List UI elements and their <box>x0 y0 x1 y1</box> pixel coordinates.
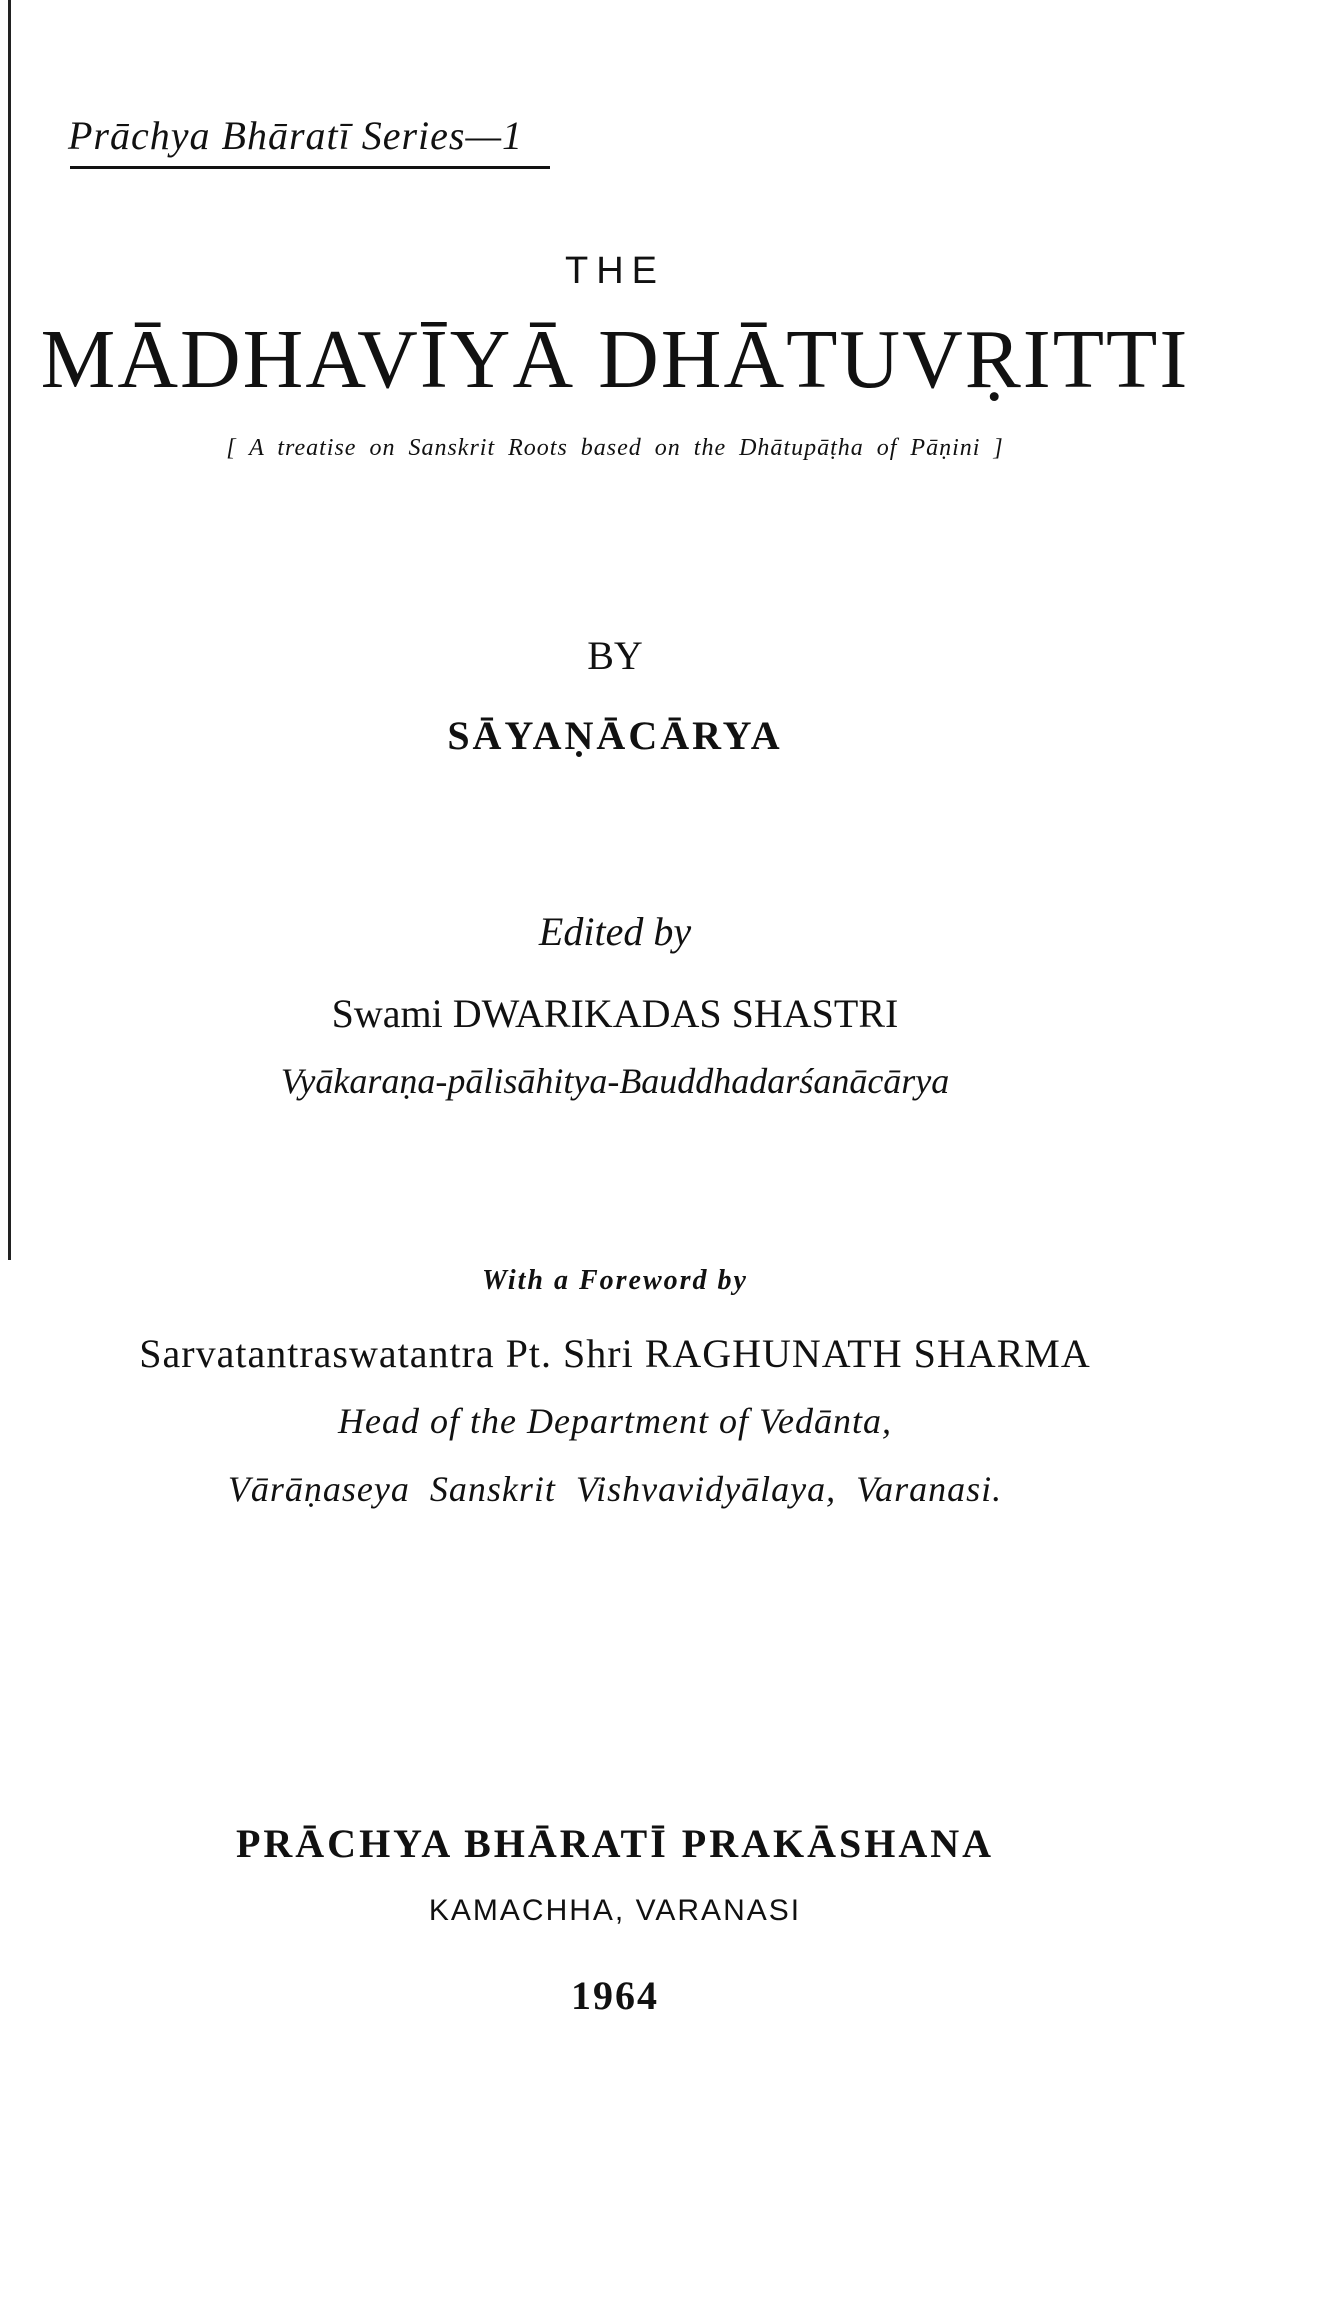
foreword-author-institution: Vārāṇaseya Sanskrit Vishvavidyālaya, Varanasi. <box>227 1469 1003 1509</box>
publication-year: 1964 <box>571 1973 659 2018</box>
author-name: SĀYAṆĀCĀRYA <box>447 713 783 758</box>
foreword-author-name: Sarvatantraswatantra Pt. Shri RAGHUNATH SHARMA <box>139 1331 1091 1376</box>
publisher-place: KAMACHHA, VARANASI <box>428 1894 802 1927</box>
series-underline <box>70 166 550 169</box>
by-label: BY <box>587 633 643 678</box>
series-name: Prāchya Bhāratī Series—1 <box>68 113 524 158</box>
title-article: THE <box>565 250 665 292</box>
book-title: MĀDHAVĪYĀ DHĀTUVṚITTI <box>40 313 1190 406</box>
foreword-author-position: Head of the Department of Vedānta, <box>338 1401 892 1441</box>
edited-by-label: Edited by <box>538 909 692 954</box>
book-subtitle: [ A treatise on Sanskrit Roots based on the Dhātupāṭha of Pāṇini ] <box>226 435 1004 461</box>
foreword-label: With a Foreword by <box>482 1265 748 1296</box>
publisher-name: PRĀCHYA BHĀRATĪ PRAKĀSHANA <box>235 1821 995 1866</box>
editor-name: Swami DWARIKADAS SHASTRI <box>331 991 899 1036</box>
editor-title: Vyākaraṇa-pālisāhitya-Bauddhadarśanācārya <box>280 1061 950 1101</box>
